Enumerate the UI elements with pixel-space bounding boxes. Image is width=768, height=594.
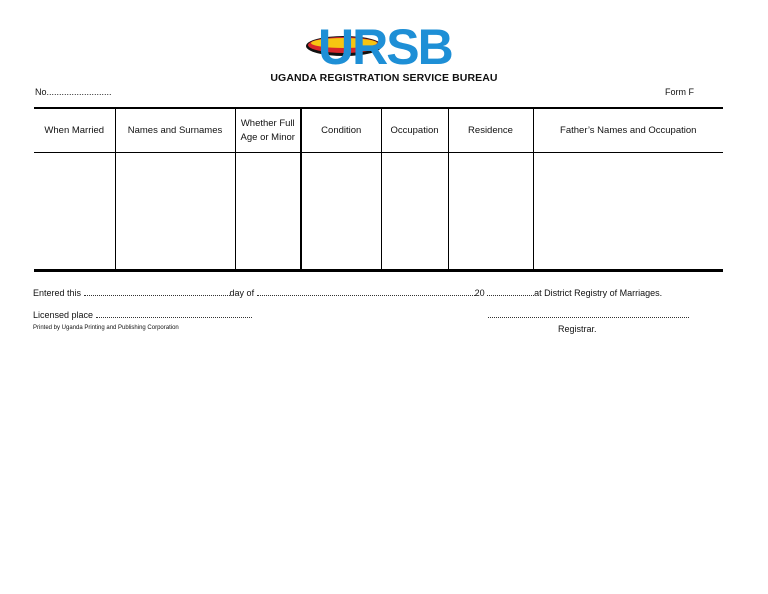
cell-occupation[interactable] (381, 153, 448, 271)
printer-credit: Printed by Uganda Printing and Publishing Corporation (33, 325, 179, 331)
cell-names[interactable] (115, 153, 235, 271)
registrar-signature-line (488, 309, 689, 320)
table-row (34, 153, 723, 271)
registrar-label: Registrar. (558, 324, 597, 334)
table-header-row (34, 108, 723, 153)
licensed-place-label: Licensed place (33, 310, 94, 320)
form-label: Form F (665, 87, 694, 97)
cell-full-age-or-minor[interactable] (235, 153, 301, 271)
column-header-occupation: Occupation (381, 108, 448, 153)
column-header-when-married: When Married (34, 108, 115, 153)
cell-when-married[interactable] (34, 153, 115, 271)
entered-date-field[interactable] (84, 287, 230, 296)
column-header-condition: Condition (301, 108, 381, 153)
svg-text:URSB: URSB (318, 20, 452, 70)
cell-residence[interactable] (448, 153, 533, 271)
licensed-place-line (33, 309, 252, 320)
cell-condition[interactable] (301, 153, 381, 271)
column-header-residence: Residence (448, 108, 533, 153)
year-field[interactable] (487, 287, 534, 296)
column-header-fathers-names: Father’s Names and Occupation (533, 108, 723, 153)
registrar-signature-field[interactable] (488, 309, 689, 318)
form-number-field: No.......................... (35, 87, 112, 97)
registry-text: at District Registry of Marriages. (534, 288, 663, 298)
day-of-label: day of (229, 288, 255, 298)
column-header-names: Names and Surnames (115, 108, 235, 153)
ursb-logo (300, 20, 466, 70)
cell-fathers-names[interactable] (533, 153, 723, 271)
month-field[interactable] (257, 287, 475, 296)
year-prefix: 20 (474, 288, 485, 298)
entered-this-label: Entered this (33, 288, 82, 298)
organization-name: UGANDA REGISTRATION SERVICE BUREAU (270, 72, 498, 84)
entry-line (33, 287, 662, 298)
marriage-register-table (34, 107, 723, 272)
licensed-place-field[interactable] (96, 309, 252, 318)
column-header-full-age-or-minor: Whether Full Age or Minor (235, 108, 301, 153)
